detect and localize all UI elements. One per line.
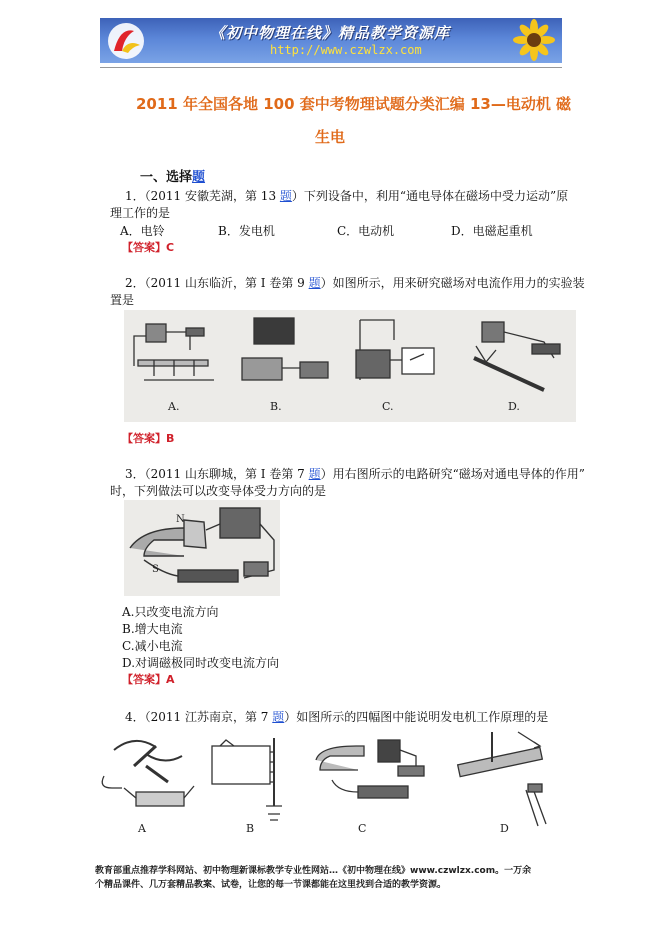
q1-option-b: B．发电机 (218, 224, 275, 238)
q3-link[interactable]: 题 (308, 467, 321, 481)
banner-title: 《初中物理在线》精品教学资源库 (210, 24, 451, 42)
q1-stem-line2: 理工作的是 (110, 206, 171, 220)
q1-option-d: D．电磁起重机 (451, 224, 533, 238)
q2-figure-label-c: C. (382, 400, 394, 413)
q4-stem-line1 (125, 708, 548, 725)
footer-line2: 个精品课件、几万套精品教案、试卷，让您的每一节课都能在这里找到合适的教学资源。 (95, 880, 447, 890)
q3-option-a: A.只改变电流方向 (122, 605, 219, 619)
q1-stem-text: ）下列设备中，利用“通电导体在磁场中受力运动”原 (291, 189, 569, 203)
q3-stem-line1 (125, 465, 585, 482)
q4-figure-label-d: D (500, 822, 509, 835)
q3-figure (124, 500, 280, 596)
battery-icon (146, 324, 166, 342)
q1-option-c: C．电动机 (337, 224, 395, 238)
header-banner (100, 18, 562, 63)
q3-stem-text: ）用右图所示的电路研究“磁场对通电导体的作用” (320, 467, 585, 481)
q3-option-b: B.增大电流 (122, 622, 183, 636)
q4-figure-label-c: C (358, 822, 367, 835)
header-divider (100, 67, 562, 68)
q4-stem-text: ）如图所示的四幅图中能说明发电机工作原理的是 (284, 710, 549, 724)
q1-stem-line1 (125, 187, 568, 204)
q1-source: 1．（2011 安徽芜湖，第 13 (125, 189, 280, 203)
site-logo-icon (106, 21, 146, 61)
q3-figure-label-s: S (152, 564, 159, 575)
section-heading (140, 166, 205, 185)
q1-link[interactable]: 题 (279, 189, 292, 203)
document-title-line1: 2011 年全国各地 100 套中考物理试题分类汇编 13—电动机 磁 (136, 95, 572, 113)
section-link[interactable]: 题 (192, 170, 206, 185)
sunflower-icon (496, 18, 556, 63)
q3-answer: 【答案】A (122, 673, 175, 686)
q1-answer: 【答案】C (122, 241, 175, 254)
q3-figure-label-n: N (176, 514, 185, 525)
q2-link[interactable]: 题 (308, 276, 321, 290)
q2-stem-text: ）如图所示，用来研究磁场对电流作用力的实验装 (320, 276, 585, 290)
q2-answer: 【答案】B (122, 432, 175, 445)
q3-option-d: D.对调磁极同时改变电流方向 (122, 656, 280, 670)
q2-figure-label-d: D. (508, 400, 520, 413)
q4-source: 4．（2011 江苏南京，第 7 (125, 710, 273, 724)
q2-figure (124, 310, 576, 422)
q2-figure-label-a: A. (168, 400, 180, 413)
q4-link[interactable]: 题 (272, 710, 285, 724)
q2-stem-line1 (125, 274, 585, 291)
q4-figure-label-b: B (246, 822, 255, 835)
q2-source: 2．（2011 山东临沂，第 I 卷第 9 (125, 276, 309, 290)
q2-figure-label-b: B. (270, 400, 282, 413)
q4-figure-label-a: A (138, 822, 146, 835)
banner-url[interactable]: http://www.czwlzx.com (270, 43, 422, 57)
q2-stem-line2: 置是 (110, 293, 135, 307)
q4-figure (94, 726, 554, 838)
q3-stem-line2: 时，下列做法可以改变导体受力方向的是 (110, 484, 327, 498)
q1-option-a: A．电铃 (120, 224, 165, 238)
q3-source: 3．（2011 山东聊城，第 I 卷第 7 (125, 467, 309, 481)
q3-option-c: C.减小电流 (122, 639, 183, 653)
footer-line1: 教育部重点推荐学科网站、初中物理新课标教学专业性网站…《初中物理在线》www.czwlzx.com。一万余 (95, 866, 532, 876)
section-prefix: 一、选择 (140, 170, 193, 185)
document-title-line2: 生电 (315, 128, 346, 146)
